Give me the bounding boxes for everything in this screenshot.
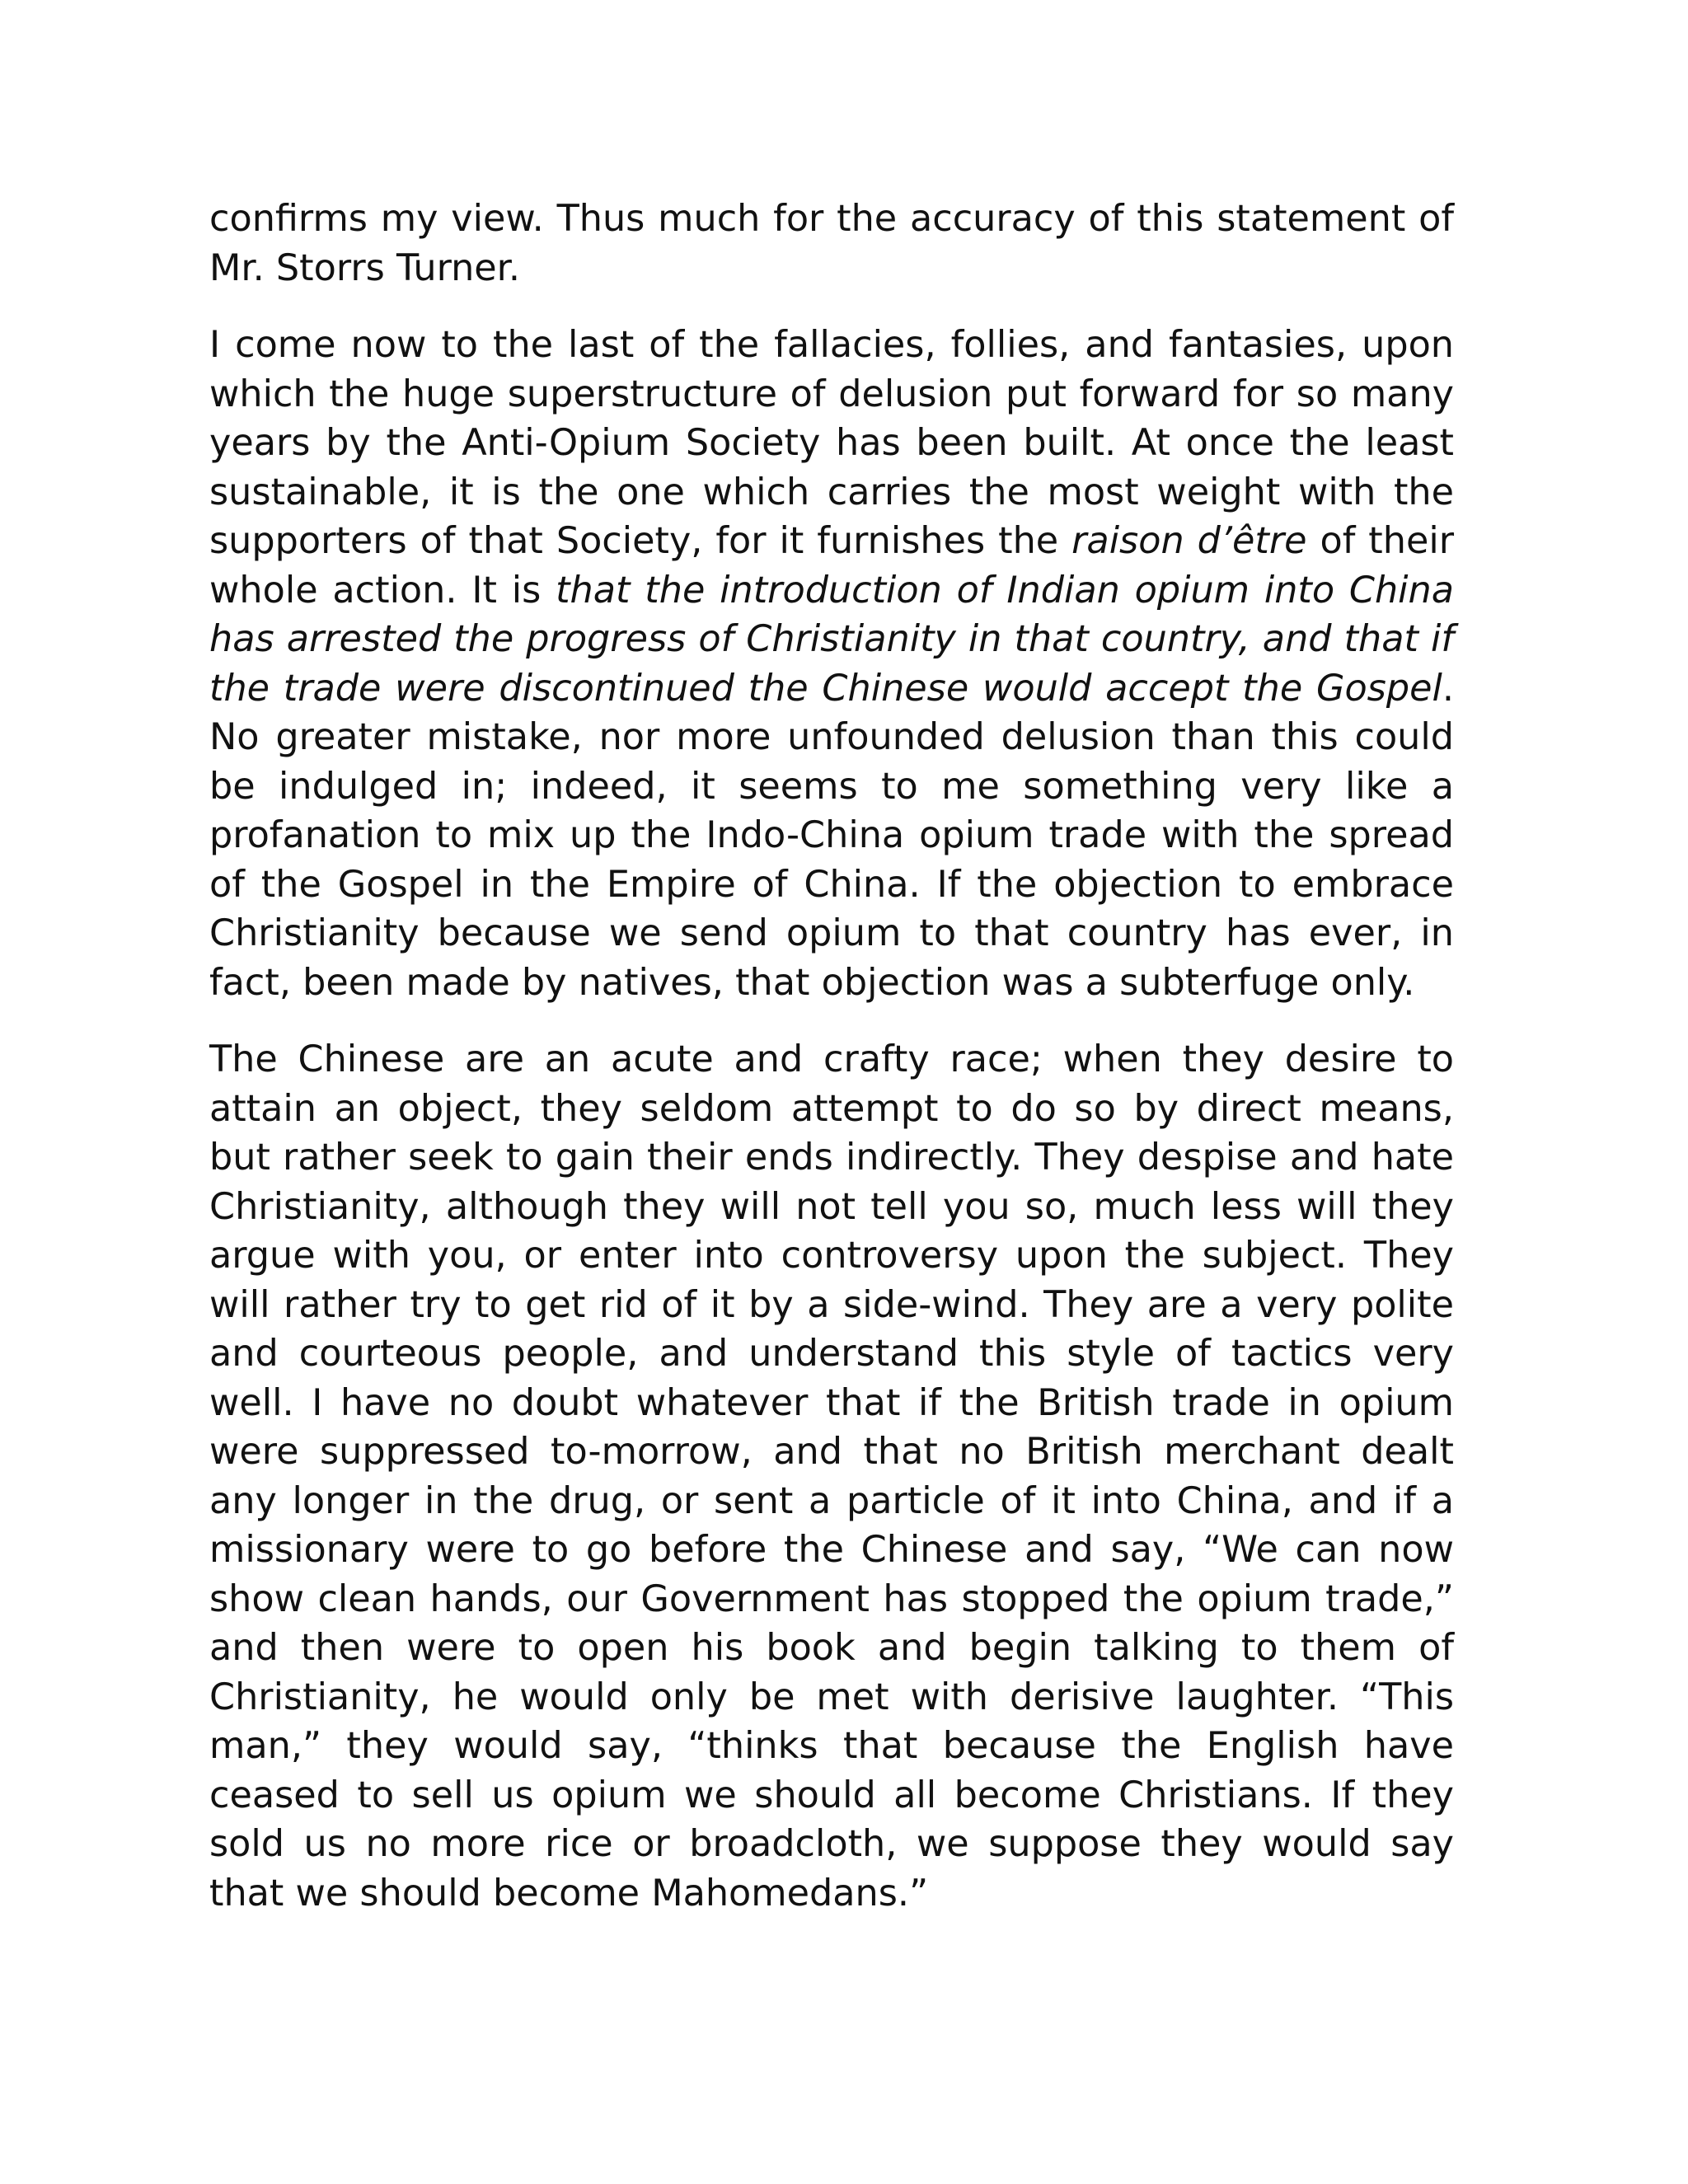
document-page [209, 194, 1454, 1918]
paragraph-3 [209, 1035, 1454, 1918]
paragraph-1 [209, 194, 1454, 293]
paragraph-3-text: The Chinese are an acute and crafty race; when they desire to attain an object, they seldom attempt to do so by direct means, but rather seek to gain their ends indirectly. They despise and hate Christianity, although they will not tell you so, much less will they argue with you, or enter into controversy upon the subject. They will rather try to get rid of it by a side-wind. They are a very polite and courteous people, and understand this style of tactics very well. I have no doubt whatever that if the British trade in opium were suppressed to-morrow, and that no British merchant dealt any longer in the drug, or sent a particle of it into China, and if a missionary were to go before the Chinese and say, “We can now show clean hands, our Government has stopped the opium trade,” and then were to open his book and begin talking to them of Christianity, he would only be met with derisive laughter. “This man,” they would say, “thinks that because the English have ceased to sell us opium we should all become Christians. If they sold us no more rice or broadcloth, we suppose they would say that we should become Mahomedans.” [209, 1038, 1454, 1915]
paragraph-2-italic-phrase: raison d’être [1071, 520, 1307, 562]
paragraph-2 [209, 321, 1454, 1007]
paragraph-2-italic-claim: that the introduction of Indian opium into China has arrested the progress of Christianity in that country, and that if the trade were discontinued the Chinese would accept the Gospel [209, 569, 1455, 710]
paragraph-2-text-a: I come now to the last of the fallacies, follies, and fantasies, upon which the huge superstructure of delusion put forward for so many years by the Anti-Opium Society has been built. At once the least sustainable, it is the one which carries the most weight with the supporters of that Society, for it furnishes the [209, 324, 1454, 562]
paragraph-2-text-b: of their whole action. It is [209, 520, 1454, 612]
paragraph-2-text-c: . No greater mistake, nor more unfounded delusion than this could be indulged in; indeed, it seems to me something very like a profanation to mix up the Indo-China opium trade with the spread of the Gospel in the Empire of China. If the objection to embrace Christianity because we send opium to that country has ever, in fact, been made by natives, that objection was a subterfuge only. [209, 667, 1454, 1004]
paragraph-1-text: confirms my view. Thus much for the accuracy of this statement of Mr. Storrs Turner. [209, 198, 1454, 289]
